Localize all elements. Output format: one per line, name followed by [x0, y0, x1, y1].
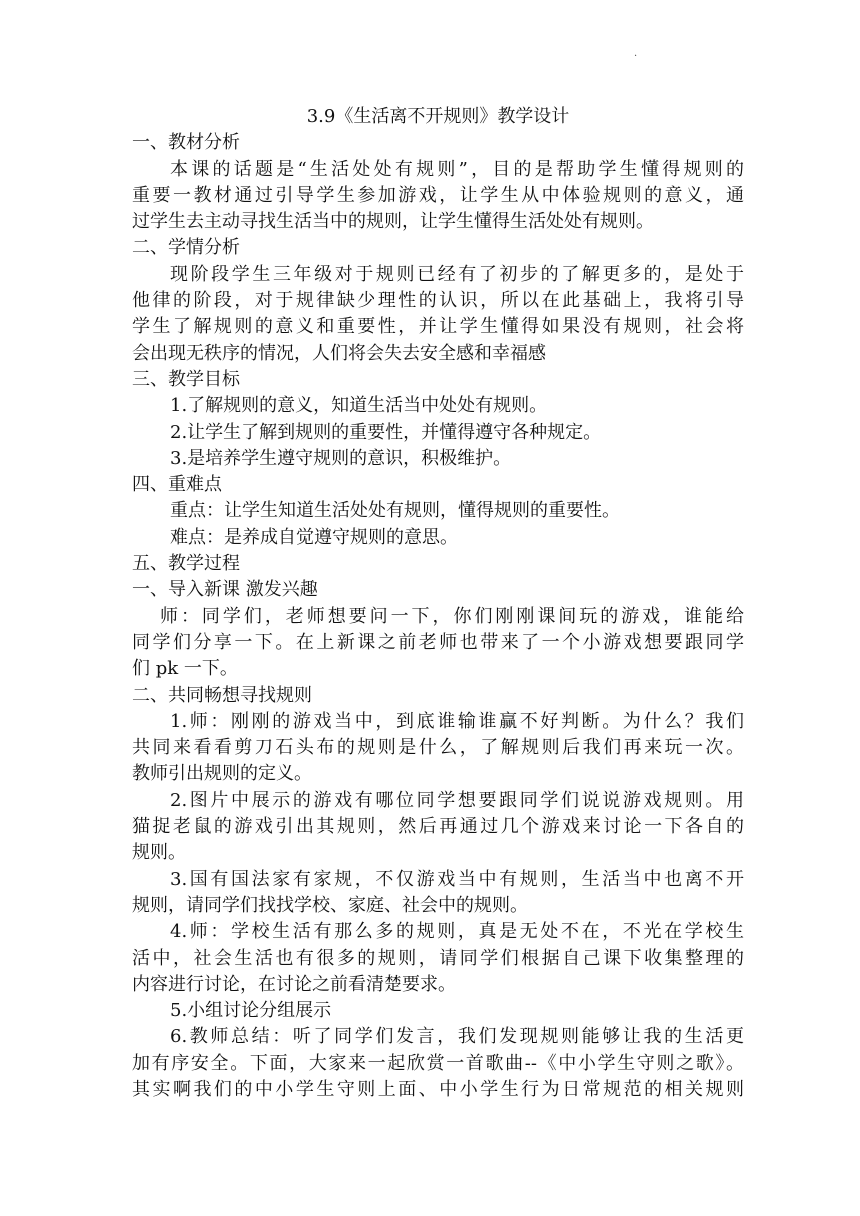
- paragraph-line: 3.国有国法家有家规，不仅游戏当中有规则，生活当中也离不开: [170, 868, 744, 890]
- paragraph-line: 现阶段学生三年级对于规则已经有了初步的了解更多的，是处于: [170, 263, 744, 285]
- paragraph-line: 他律的阶段，对于规律缺少理性的认识，所以在此基础上，我将引导: [132, 290, 744, 312]
- header-dot: ·: [634, 51, 638, 62]
- paragraph-line: 猫捉老鼠的游戏引出其规则，然后再通过几个游戏来讨论一下各自的: [132, 816, 744, 838]
- paragraph-line: 学生了解规则的意义和重要性，并让学生懂得如果没有规则，社会将: [132, 316, 744, 338]
- paragraph-line: 3.是培养学生遵守规则的意识，积极维护。: [170, 447, 512, 469]
- paragraph-line: 其实啊我们的中小学生守则上面、中小学生行为日常规范的相关规则: [132, 1078, 744, 1100]
- paragraph-line: 5.小组讨论分组展示: [170, 1000, 332, 1022]
- paragraph-line: 6.教师总结：听了同学们发言，我们发现规则能够让我的生活更: [170, 1026, 744, 1048]
- section-heading: 一、教材分析: [132, 132, 240, 154]
- section-heading: 四、重难点: [132, 474, 222, 496]
- paragraph-line: 本课的话题是“生活处处有规则”，目的是帮助学生懂得规则的: [170, 158, 744, 180]
- document-title: 3.9《生活离不开规则》教学设计: [306, 106, 570, 127]
- paragraph-line: 重点：让学生知道生活处处有规则，懂得规则的重要性。: [170, 500, 620, 522]
- paragraph-line: 过学生去主动寻找生活当中的规则，让学生懂得生活处处有规则。: [132, 211, 654, 233]
- paragraph-line: 内容进行讨论，在讨论之前看清楚要求。: [132, 973, 456, 995]
- paragraph-line: 4.师：学校生活有那么多的规则，真是无处不在，不光在学校生: [170, 921, 744, 943]
- paragraph-line: 师：同学们，老师想要问一下，你们刚刚课间玩的游戏，谁能给: [160, 605, 744, 627]
- section-heading: 二、共同畅想寻找规则: [132, 684, 312, 706]
- paragraph-line: 2.图片中展示的游戏有哪位同学想要跟同学们说说游戏规则。用: [170, 789, 744, 811]
- paragraph-line: 1.师：刚刚的游戏当中，到底谁输谁赢不好判断。为什么？我们: [170, 710, 744, 732]
- section-heading: 二、学情分析: [132, 237, 240, 259]
- paragraph-line: 们 pk 一下。: [132, 658, 238, 680]
- section-heading: 三、教学目标: [132, 368, 240, 390]
- paragraph-line: 共同来看看剪刀石头布的规则是什么，了解规则后我们再来玩一次。: [132, 737, 744, 759]
- paragraph-line: 同学们分享一下。在上新课之前老师也带来了一个小游戏想要跟同学: [132, 631, 744, 653]
- paragraph-line: 活中，社会生活也有很多的规则，请同学们根据自己课下收集整理的: [132, 947, 744, 969]
- paragraph-line: 加有序安全。下面，大家来一起欣赏一首歌曲--《中小学生守则之歌》。: [132, 1052, 744, 1074]
- section-heading: 一、导入新课 激发兴趣: [132, 579, 318, 601]
- paragraph-line: 规则，请同学们找找学校、家庭、社会中的规则。: [132, 894, 528, 916]
- paragraph-line: 重要一教材通过引导学生参加游戏，让学生从中体验规则的意义，通: [132, 184, 744, 206]
- paragraph-line: 2.让学生了解到规则的重要性，并懂得遵守各种规定。: [170, 421, 602, 443]
- document-body: [132, 104, 744, 1103]
- paragraph-line: 难点：是养成自觉遵守规则的意思。: [170, 526, 458, 548]
- paragraph-line: 规则。: [132, 842, 186, 864]
- section-heading: 五、教学过程: [132, 553, 240, 575]
- paragraph-line: 会出现无秩序的情况，人们将会失去安全感和幸福感: [132, 342, 546, 364]
- document-lines: [132, 130, 744, 1103]
- paragraph-line: 教师引出规则的定义。: [132, 763, 312, 785]
- paragraph-line: 1.了解规则的意义，知道生活当中处处有规则。: [170, 395, 548, 417]
